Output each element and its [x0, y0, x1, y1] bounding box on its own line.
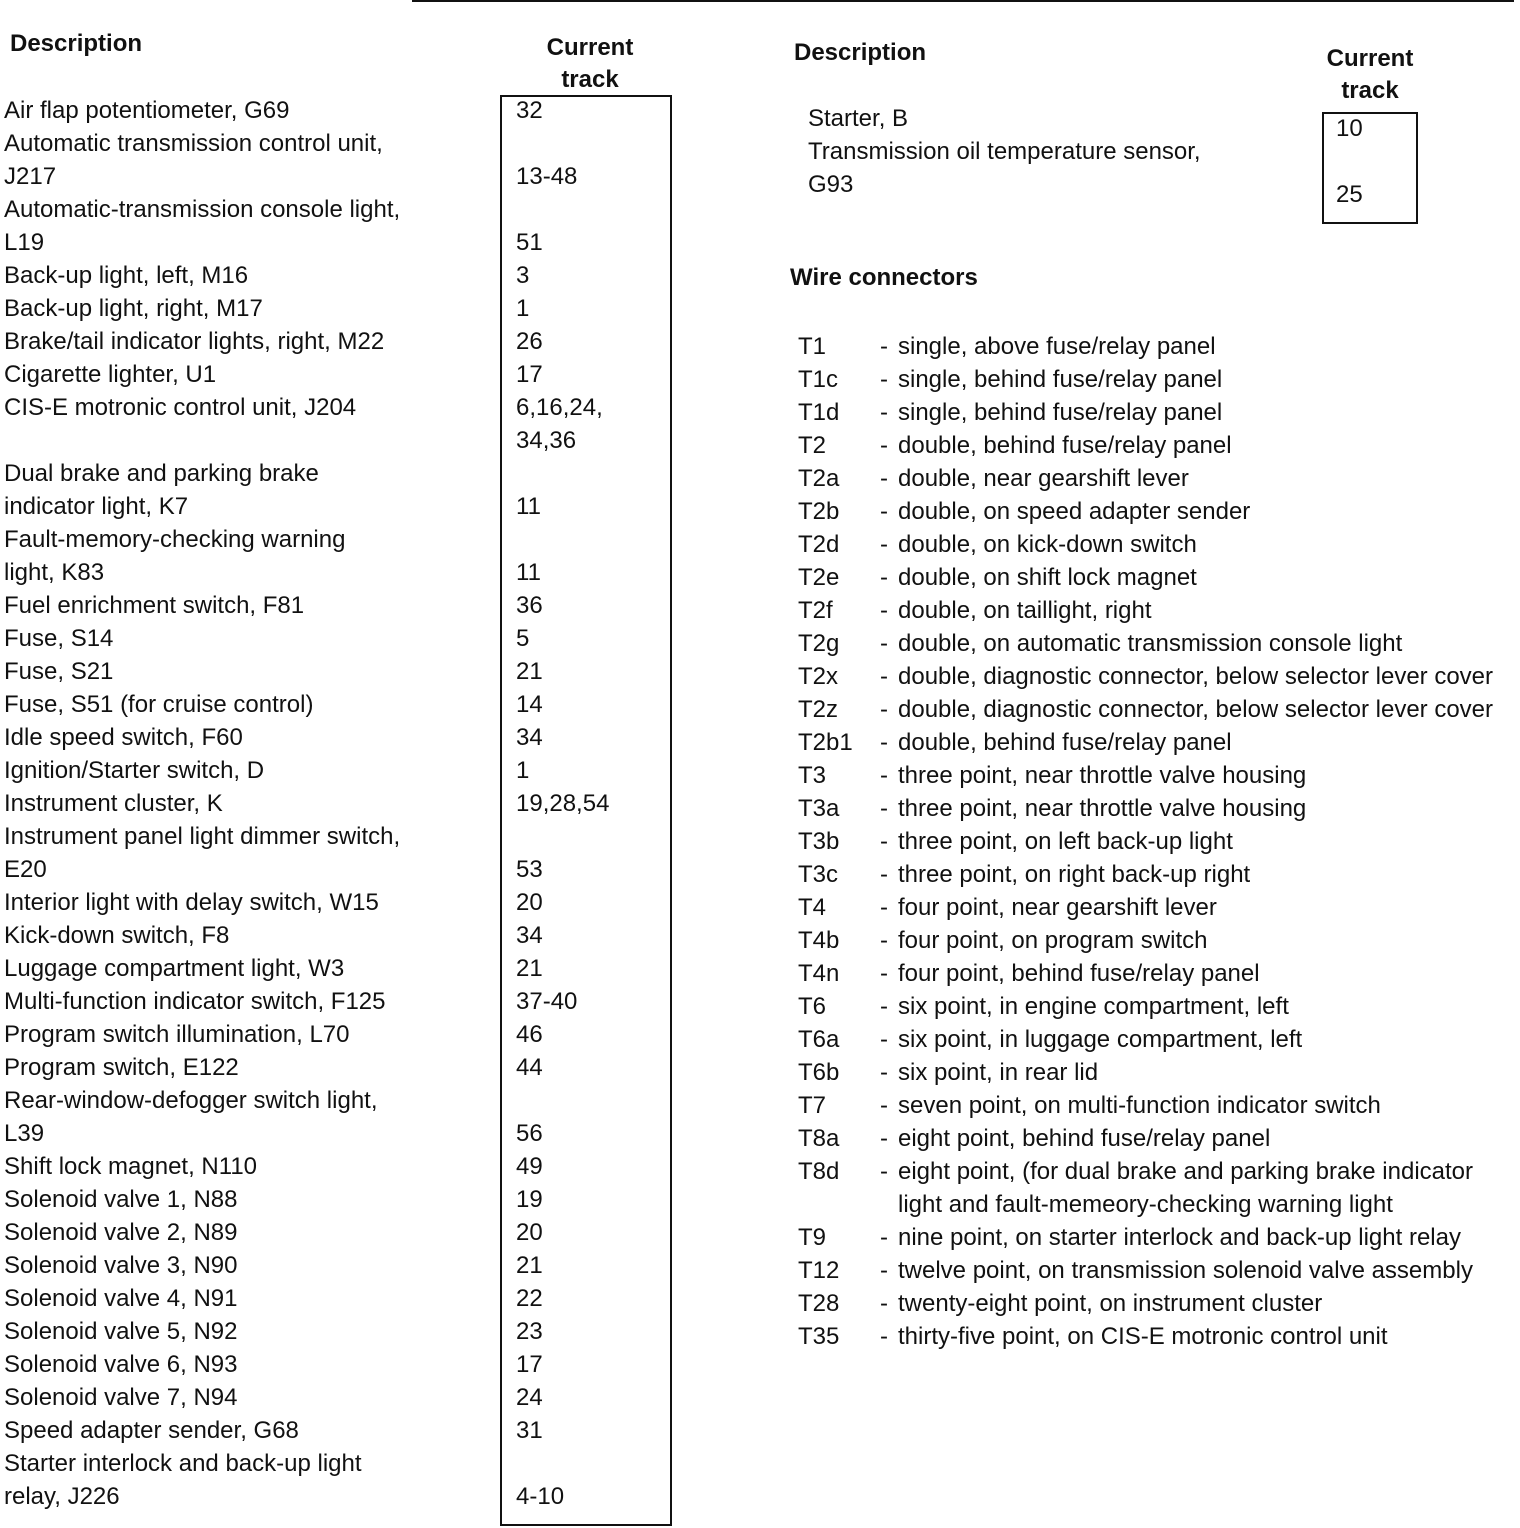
track-value: 11 [516, 559, 541, 586]
wire-connector-row [784, 1221, 1504, 1254]
connector-code: T3c [798, 861, 839, 888]
description-line: Fuse, S21 [4, 658, 114, 685]
description-line: Fuse, S14 [4, 625, 114, 652]
left-current-track-header: Current track [546, 34, 634, 93]
description-line: Instrument cluster, K [4, 790, 223, 817]
connector-dash: - [880, 564, 888, 591]
connector-dash: - [880, 1092, 888, 1119]
description-line: Fault-memory-checking warning [4, 526, 346, 553]
description-line: Automatic-transmission console light, [4, 196, 401, 223]
connector-code: T3 [798, 762, 827, 789]
connector-description: single, behind fuse/relay panel [898, 366, 1223, 393]
connector-description: double, diagnostic connector, below selector lever cover [898, 663, 1494, 690]
connector-description: twelve point, on transmission solenoid valve assembly [898, 1257, 1473, 1284]
connector-dash: - [880, 498, 888, 525]
track-value [516, 457, 666, 490]
track-value: 49 [516, 1153, 543, 1180]
description-line: Back-up light, right, M17 [4, 295, 263, 322]
track-value: 3 [516, 262, 530, 289]
connector-description: double, on kick-down switch [898, 531, 1197, 558]
track-value: 25 [1336, 181, 1363, 208]
wire-connector-row [784, 660, 1504, 693]
track-value: 21 [516, 955, 543, 982]
description-line: Solenoid valve 4, N91 [4, 1285, 238, 1312]
connector-description: double, on automatic transmission console light [898, 630, 1403, 657]
description-line: Solenoid valve 1, N88 [4, 1186, 238, 1213]
connector-code: T1 [798, 333, 827, 360]
track-value: 31 [516, 1417, 543, 1444]
track-value: 10 [1336, 115, 1363, 142]
description-line [4, 424, 500, 457]
connector-description: eight point, (for dual brake and parking brake indicator light and fault-memeory-checking warning light [898, 1158, 1474, 1218]
connector-description: six point, in rear lid [898, 1059, 1099, 1086]
track-value: 17 [516, 361, 543, 388]
description-line: Instrument panel light dimmer switch, [4, 823, 401, 850]
connector-description: three point, on left back-up light [898, 828, 1233, 855]
connector-code: T1c [798, 366, 839, 393]
wire-connector-row [784, 924, 1504, 957]
connector-code: T2a [798, 465, 840, 492]
description-line: Solenoid valve 5, N92 [4, 1318, 238, 1345]
wire-connector-row [784, 1122, 1504, 1155]
connector-description: seven point, on multi-function indicator switch [898, 1092, 1381, 1119]
wire-connector-row [784, 759, 1504, 792]
connector-dash: - [880, 531, 888, 558]
connector-code: T3b [798, 828, 840, 855]
description-line: Solenoid valve 2, N89 [4, 1219, 238, 1246]
connector-description: double, near gearshift lever [898, 465, 1189, 492]
connector-dash: - [880, 630, 888, 657]
connector-description: double, behind fuse/relay panel [898, 432, 1232, 459]
connector-description: double, behind fuse/relay panel [898, 729, 1232, 756]
track-value [516, 820, 666, 853]
wire-connector-row [784, 1320, 1504, 1353]
connector-description: six point, in engine compartment, left [898, 993, 1289, 1020]
wire-connector-row [784, 462, 1504, 495]
connector-code: T6b [798, 1059, 840, 1086]
connector-dash: - [880, 1224, 888, 1251]
connector-description: six point, in luggage compartment, left [898, 1026, 1303, 1053]
connector-dash: - [880, 1257, 888, 1284]
connector-dash: - [880, 1290, 888, 1317]
description-line: Starter, B [808, 105, 909, 132]
connector-code: T4n [798, 960, 840, 987]
connector-description: thirty-five point, on CIS-E motronic control unit [898, 1323, 1388, 1350]
connector-dash: - [880, 663, 888, 690]
connector-description: single, behind fuse/relay panel [898, 399, 1223, 426]
connector-dash: - [880, 399, 888, 426]
wire-connector-row [784, 396, 1504, 429]
connector-code: T2b [798, 498, 840, 525]
description-line: G93 [808, 171, 854, 198]
description-line: Multi-function indicator switch, F125 [4, 988, 386, 1015]
connector-code: T2f [798, 597, 833, 624]
top-rule [412, 0, 1514, 2]
wire-connector-row [784, 363, 1504, 396]
connector-dash: - [880, 696, 888, 723]
description-line: Program switch, E122 [4, 1054, 239, 1081]
wire-connector-row [784, 1089, 1504, 1122]
description-line: Fuel enrichment switch, F81 [4, 592, 305, 619]
connector-description: three point, on right back-up right [898, 861, 1251, 888]
track-value: 6,16,24, [516, 394, 603, 421]
description-line: J217 [4, 163, 57, 190]
left-description-header: Description [10, 30, 143, 57]
connector-dash: - [880, 894, 888, 921]
connector-code: T4 [798, 894, 827, 921]
track-value: 22 [516, 1285, 543, 1312]
connector-dash: - [880, 762, 888, 789]
track-value: 56 [516, 1120, 543, 1147]
connector-dash: - [880, 597, 888, 624]
connector-dash: - [880, 861, 888, 888]
connector-description: four point, behind fuse/relay panel [898, 960, 1260, 987]
track-value: 51 [516, 229, 543, 256]
connector-description: double, on shift lock magnet [898, 564, 1197, 591]
connector-dash: - [880, 432, 888, 459]
track-value: 24 [516, 1384, 543, 1411]
connector-dash: - [880, 1059, 888, 1086]
connector-dash: - [880, 366, 888, 393]
connector-dash: - [880, 1026, 888, 1053]
wire-connectors-title: Wire connectors [790, 264, 978, 291]
connector-description: twenty-eight point, on instrument cluster [898, 1290, 1323, 1317]
track-value: 34,36 [516, 427, 577, 454]
track-value: 1 [516, 295, 530, 322]
description-line: Solenoid valve 3, N90 [4, 1252, 238, 1279]
wire-connector-row [784, 1056, 1504, 1089]
track-value: 44 [516, 1054, 543, 1081]
connector-dash: - [880, 1158, 888, 1185]
wire-connector-row [784, 1254, 1504, 1287]
connector-code: T2d [798, 531, 840, 558]
connector-dash: - [880, 828, 888, 855]
connector-code: T7 [798, 1092, 827, 1119]
connector-description: four point, near gearshift lever [898, 894, 1217, 921]
wire-connector-row [784, 561, 1504, 594]
connector-dash: - [880, 1323, 888, 1350]
connector-code: T3a [798, 795, 840, 822]
left-description-list [4, 94, 500, 1513]
track-value: 21 [516, 1252, 543, 1279]
track-value [516, 1084, 666, 1117]
track-value: 5 [516, 625, 530, 652]
right-track-list [1336, 112, 1406, 211]
right-description-list [808, 102, 1288, 201]
description-line: Solenoid valve 6, N93 [4, 1351, 238, 1378]
connector-description: single, above fuse/relay panel [898, 333, 1216, 360]
connector-code: T1d [798, 399, 840, 426]
description-line: Air flap potentiometer, G69 [4, 97, 290, 124]
wire-connector-row [784, 693, 1504, 726]
connector-description: nine point, on starter interlock and back-up light relay [898, 1224, 1461, 1251]
wire-connector-row [784, 528, 1504, 561]
track-value: 13-48 [516, 163, 578, 190]
connector-dash: - [880, 927, 888, 954]
connector-code: T28 [798, 1290, 840, 1317]
connector-code: T8a [798, 1125, 840, 1152]
connector-description: double, on speed adapter sender [898, 498, 1251, 525]
connector-code: T12 [798, 1257, 840, 1284]
wire-connector-row [784, 825, 1504, 858]
description-line: light, K83 [4, 559, 105, 586]
connector-code: T2 [798, 432, 827, 459]
description-line: Automatic transmission control unit, [4, 130, 383, 157]
wire-connector-row [784, 1023, 1504, 1056]
track-value: 26 [516, 328, 543, 355]
track-value: 37-40 [516, 988, 578, 1015]
description-line: Idle speed switch, F60 [4, 724, 243, 751]
description-line: CIS-E motronic control unit, J204 [4, 394, 357, 421]
track-value: 53 [516, 856, 543, 883]
track-value: 34 [516, 724, 543, 751]
description-line: Brake/tail indicator lights, right, M22 [4, 328, 385, 355]
connector-code: T8d [798, 1158, 840, 1185]
track-value: 21 [516, 658, 543, 685]
connector-dash: - [880, 795, 888, 822]
description-line: Back-up light, left, M16 [4, 262, 249, 289]
connector-code: T2b1 [798, 729, 853, 756]
description-line: Cigarette lighter, U1 [4, 361, 217, 388]
connector-description: three point, near throttle valve housing [898, 795, 1307, 822]
description-line: Rear-window-defogger switch light, [4, 1087, 378, 1114]
description-line: Dual brake and parking brake [4, 460, 319, 487]
connector-code: T2x [798, 663, 839, 690]
description-line: indicator light, K7 [4, 493, 189, 520]
connector-code: T2g [798, 630, 840, 657]
description-line: Interior light with delay switch, W15 [4, 889, 379, 916]
description-line: Speed adapter sender, G68 [4, 1417, 299, 1444]
right-current-track-header: Current track [1326, 45, 1414, 104]
right-description-header: Description [794, 39, 927, 66]
description-line: Starter interlock and back-up light [4, 1450, 362, 1477]
description-line: Luggage compartment light, W3 [4, 955, 345, 982]
connector-code: T9 [798, 1224, 827, 1251]
description-line: Program switch illumination, L70 [4, 1021, 350, 1048]
description-line: L39 [4, 1120, 45, 1147]
description-line: Shift lock magnet, N110 [4, 1153, 258, 1180]
description-line: relay, J226 [4, 1483, 120, 1510]
connector-description: four point, on program switch [898, 927, 1208, 954]
wire-connector-row [784, 726, 1504, 759]
description-line: Ignition/Starter switch, D [4, 757, 265, 784]
connector-dash: - [880, 960, 888, 987]
connector-code: T2e [798, 564, 840, 591]
wire-connector-row [784, 594, 1504, 627]
connector-code: T35 [798, 1323, 840, 1350]
connector-description: three point, near throttle valve housing [898, 762, 1307, 789]
connector-code: T6a [798, 1026, 840, 1053]
track-value: 4-10 [516, 1483, 565, 1510]
connector-code: T6 [798, 993, 827, 1020]
track-value [516, 127, 666, 160]
description-line: E20 [4, 856, 47, 883]
wire-connector-row [784, 1287, 1504, 1320]
description-line: Solenoid valve 7, N94 [4, 1384, 238, 1411]
wire-connector-row [784, 957, 1504, 990]
description-line: L19 [4, 229, 45, 256]
connector-description: eight point, behind fuse/relay panel [898, 1125, 1271, 1152]
track-value: 36 [516, 592, 543, 619]
track-value: 34 [516, 922, 543, 949]
wire-connector-row [784, 990, 1504, 1023]
connector-dash: - [880, 333, 888, 360]
track-value: 19,28,54 [516, 790, 610, 817]
track-value [516, 1447, 666, 1480]
track-value: 32 [516, 97, 543, 124]
connector-dash: - [880, 1125, 888, 1152]
wire-connector-row [784, 627, 1504, 660]
connector-description: double, on taillight, right [898, 597, 1152, 624]
connector-code: T4b [798, 927, 840, 954]
wire-connector-row [784, 330, 1504, 363]
connector-dash: - [880, 465, 888, 492]
connector-dash: - [880, 993, 888, 1020]
connector-code: T2z [798, 696, 839, 723]
wire-connector-row [784, 792, 1504, 825]
description-line: Transmission oil temperature sensor, [808, 138, 1201, 165]
track-value [516, 523, 666, 556]
description-line: Kick-down switch, F8 [4, 922, 230, 949]
track-value: 1 [516, 757, 530, 784]
wire-connector-row [784, 858, 1504, 891]
wire-connector-row [784, 1155, 1504, 1221]
wire-connector-list [784, 330, 1504, 1353]
track-value: 11 [516, 493, 541, 520]
track-value: 17 [516, 1351, 543, 1378]
connector-description: double, diagnostic connector, below selector lever cover [898, 696, 1494, 723]
track-value: 46 [516, 1021, 543, 1048]
description-line: Fuse, S51 (for cruise control) [4, 691, 314, 718]
left-track-list [516, 94, 666, 1513]
wire-connector-row [784, 429, 1504, 462]
track-value: 20 [516, 1219, 543, 1246]
track-value: 14 [516, 691, 543, 718]
track-value [1336, 145, 1406, 178]
wire-connector-row [784, 495, 1504, 528]
connector-dash: - [880, 729, 888, 756]
track-value [516, 193, 666, 226]
track-value: 23 [516, 1318, 543, 1345]
track-value: 20 [516, 889, 543, 916]
track-value: 19 [516, 1186, 543, 1213]
wire-connector-row [784, 891, 1504, 924]
